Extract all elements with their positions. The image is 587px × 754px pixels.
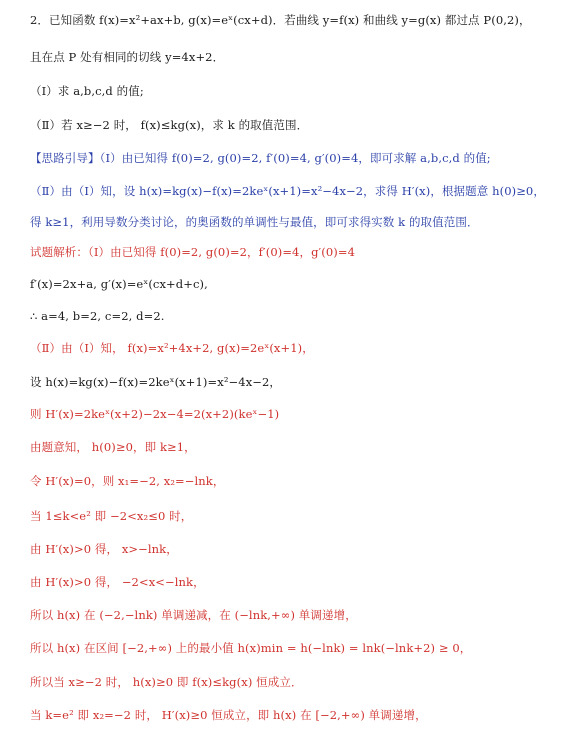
solution-line-conclusion: 所以当 x≥−2 时， h(x)≥0 即 f(x)≤kg(x) 恒成立． <box>30 675 303 689</box>
question-part-1: （Ⅰ）求 a,b,c,d 的值; <box>30 84 144 98</box>
solution-line-increase: 由 H′(x)>0 得， x>−lnk， <box>30 542 178 556</box>
solution-line-case-1: 当 1≤k<e² 即 −2<x₂≤0 时， <box>30 509 193 523</box>
problem-statement-line-2: 且在点 P 处有相同的切线 y=4x+2． <box>30 50 225 64</box>
hint-line-3: 得 k≥1，利用导数分类讨论，的奥函数的单调性与最值，即可求得实数 k 的取值范围． <box>30 215 479 229</box>
question-part-2: （Ⅱ）若 x≥−2 时， f(x)≤kg(x)，求 k 的取值范围． <box>30 118 309 132</box>
solution-line-roots: 令 H′(x)=0，则 x₁=−2, x₂=−lnk， <box>30 474 225 488</box>
solution-part-2-intro: （Ⅱ）由（Ⅰ）知， f(x)=x²+4x+2, g(x)=2eˣ(x+1)， <box>30 341 314 355</box>
problem-statement-line-1: 2．已知函数 f(x)=x²+ax+b, g(x)=eˣ(cx+d)．若曲线 y=f(x) 和曲线 y=g(x) 都过点 P(0,2)， <box>30 13 531 27</box>
solution-line-derivatives: f′(x)=2x+a, g′(x)=eˣ(cx+d+c), <box>30 277 208 291</box>
solution-line-derivative-H: 则 H′(x)=2keˣ(x+2)−2x−4=2(x+2)(keˣ−1) <box>30 407 280 421</box>
hint-line-1: 【思路引导】（Ⅰ）由已知得 f(0)=2, g(0)=2, f′(0)=4, g′(0)=4，即可求解 a,b,c,d 的值; <box>30 151 491 165</box>
solution-line-monotonicity: 所以 h(x) 在 (−2,−lnk) 单调递减，在 (−lnk,+∞) 单调递增， <box>30 608 357 622</box>
solution-line-decrease: 由 H′(x)>0 得， −2<x<−lnk， <box>30 575 205 589</box>
solution-heading: 试题解析：（Ⅰ）由已知得 f(0)=2, g(0)=2，f′(0)=4，g′(0)=4 <box>30 245 355 259</box>
solution-line-minimum: 所以 h(x) 在区间 [−2,+∞) 上的最小值 h(x)min = h(−lnk) = lnk(−lnk+2) ≥ 0， <box>30 641 472 655</box>
solution-line-condition: 由题意知， h(0)≥0，即 k≥1， <box>30 440 196 454</box>
solution-line-define-h: 设 h(x)=kg(x)−f(x)=2keˣ(x+1)=x²−4x−2， <box>30 375 282 389</box>
hint-line-2: （Ⅱ）由（Ⅰ）知，设 h(x)=kg(x)−f(x)=2keˣ(x+1)=x²−4x−2，求得 H′(x)，根据题意 h(0)≥0， <box>30 184 545 198</box>
solution-line-case-2: 当 k=e² 即 x₂=−2 时， H′(x)≥0 恒成立，即 h(x) 在 [−2,+∞) 单调递增， <box>30 708 427 722</box>
solution-line-values: ∴ a=4, b=2, c=2, d=2. <box>30 309 165 323</box>
